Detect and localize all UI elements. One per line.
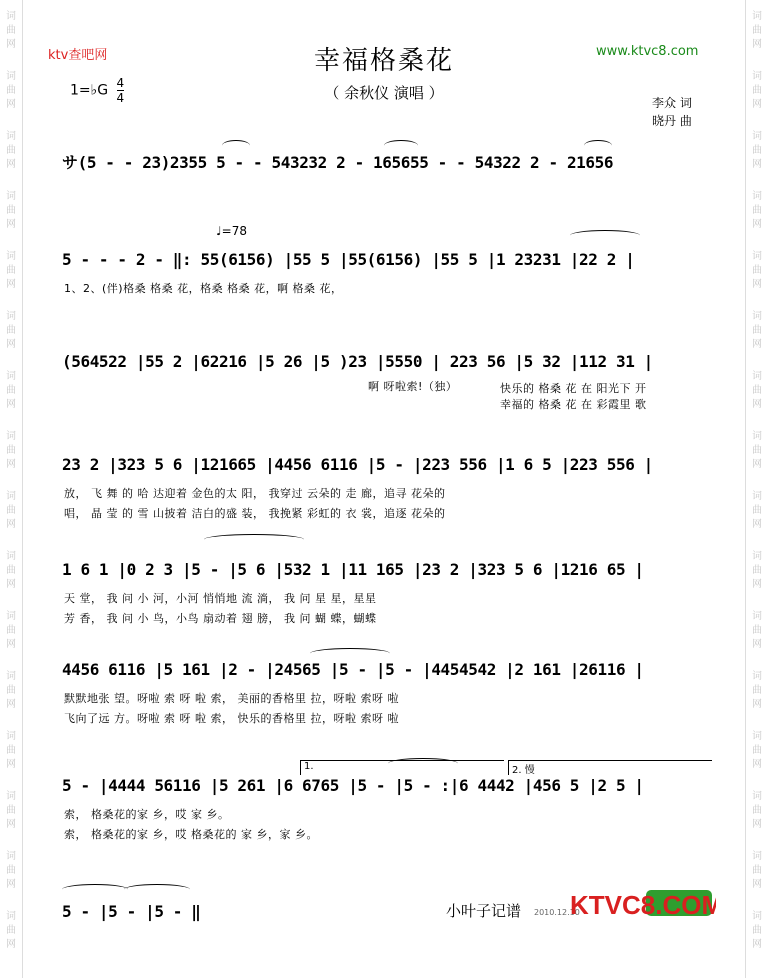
lyric-line-7-2: 索， 格桑花的家 乡，哎 格桑花的 家 乡，家 乡。	[64, 828, 318, 841]
lyricist: 李众 词	[652, 96, 692, 110]
slur	[584, 140, 612, 151]
slur	[124, 884, 190, 895]
slur	[388, 758, 458, 769]
time-signature	[117, 76, 125, 105]
slur	[310, 648, 390, 659]
music-line-1: サ(5 - - 23)2355 5 - - 543232 2 - 165655 - - 54322 2 - 21656	[62, 153, 614, 172]
music-line-8: 5 - |5 - |5 - ‖	[62, 902, 201, 921]
lyric-line-6-1: 默默地张 望。呀啦 索 呀 啦 索， 美丽的香格里 拉，呀啦 索呀 啦	[64, 692, 399, 705]
left-margin-line	[22, 0, 23, 978]
slur	[204, 534, 304, 545]
right-margin-line	[745, 0, 746, 978]
key-label: 1=♭G	[70, 82, 109, 99]
lyric-line-3-2: 快乐的 格桑 花 在 阳光下 开	[500, 382, 647, 395]
tempo-mark: ♩=78	[216, 224, 247, 238]
transcriber-signature: 小叶子记谱	[446, 902, 522, 920]
lyric-line-5-2: 芳 香， 我 问 小 鸟，小鸟 扇动着 翅 膀， 我 问 蝴 蝶，蝴蝶	[64, 612, 377, 625]
slur	[570, 230, 640, 241]
lyric-line-7-1: 索， 格桑花的家 乡，哎 家 乡。	[64, 808, 230, 821]
lyric-line-3-3: 幸福的 格桑 花 在 彩霞里 歌	[500, 398, 647, 411]
logo-graphic	[566, 886, 716, 926]
site-url-right[interactable]: www.ktvc8.com	[596, 44, 699, 59]
volta-second: 2. 慢	[508, 760, 712, 775]
slur	[384, 140, 418, 151]
composer: 晓丹 曲	[652, 114, 692, 128]
time-bottom: 4	[116, 91, 125, 105]
lyric-line-3-1: 啊 呀啦索!（独）	[368, 380, 458, 393]
site-name-left[interactable]: ktv查吧网	[48, 48, 108, 63]
music-line-6: 4456 6116 |5 161 |2 - |24565 |5 - |5 - |4454542 |2 161 |26116 |	[62, 660, 644, 679]
lyric-line-5-1: 天 堂， 我 问 小 河，小河 悄悄地 流 淌， 我 问 星 星，星星	[64, 592, 377, 605]
music-line-3: (564522 |55 2 |62216 |5 26 |5 )23 |5550 | 223 56 |5 32 |112 31 |	[62, 352, 653, 371]
watermark-right: 词 曲 网 词 曲 网 词 曲 网 词 曲 网 词 曲 网 词 曲 网 词 曲 网 词 曲 网 词 曲 网 词 曲 网 词 曲 网 词 曲 网 词 曲 网 词 曲 网 词 曲 网 词 曲 网	[752, 11, 762, 950]
lyric-line-4-2: 唱， 晶 莹 的 雪 山披着 洁白的盛 装， 我挽紧 彩虹的 衣 裳，追逐 花朵的	[64, 507, 446, 520]
music-line-5: 1 6 1 |0 2 3 |5 - |5 6 |532 1 |11 165 |23 2 |323 5 6 |1216 65 |	[62, 560, 644, 579]
ktvc8-logo[interactable]	[566, 886, 716, 926]
lyric-line-6-2: 飞向了远 方。呀啦 索 呀 啦 索， 快乐的香格里 拉，呀啦 索呀 啦	[64, 712, 399, 725]
song-title: 幸福格桑花	[313, 46, 454, 76]
lyric-line-2-1: 1、2、(伴)格桑 格桑 花，格桑 格桑 花，啊 格桑 花，	[64, 282, 343, 295]
slur	[222, 140, 250, 151]
music-line-2: 5 - - - 2 - ‖: 55(6156) |55 5 |55(6156) |55 5 |1 23231 |22 2 |	[62, 250, 635, 269]
lyric-line-4-1: 放， 飞 舞 的 哈 达迎着 金色的太 阳， 我穿过 云朵的 走 廊，追寻 花朵的	[64, 487, 446, 500]
music-line-4: 23 2 |323 5 6 |121665 |4456 6116 |5 - |223 556 |1 6 5 |223 556 |	[62, 455, 653, 474]
song-subtitle: （ 余秋仪 演唱 ）	[324, 84, 444, 102]
logo-text: KTVC8.COM	[570, 890, 716, 920]
signature-date: 2010.12.10	[534, 908, 580, 917]
slur	[62, 884, 128, 895]
music-line-7: 5 - |4444 56116 |5 261 |6 6765 |5 - |5 - :|6 4442 |456 5 |2 5 |	[62, 776, 644, 795]
time-top: 4	[116, 76, 125, 90]
watermark-left: 词 曲 网 词 曲 网 词 曲 网 词 曲 网 词 曲 网 词 曲 网 词 曲 网 词 曲 网 词 曲 网 词 曲 网 词 曲 网 词 曲 网 词 曲 网 词 曲 网 词 曲 网 词 曲 网	[6, 11, 16, 950]
volta-first: 1.	[300, 760, 504, 775]
key-signature	[70, 76, 124, 105]
